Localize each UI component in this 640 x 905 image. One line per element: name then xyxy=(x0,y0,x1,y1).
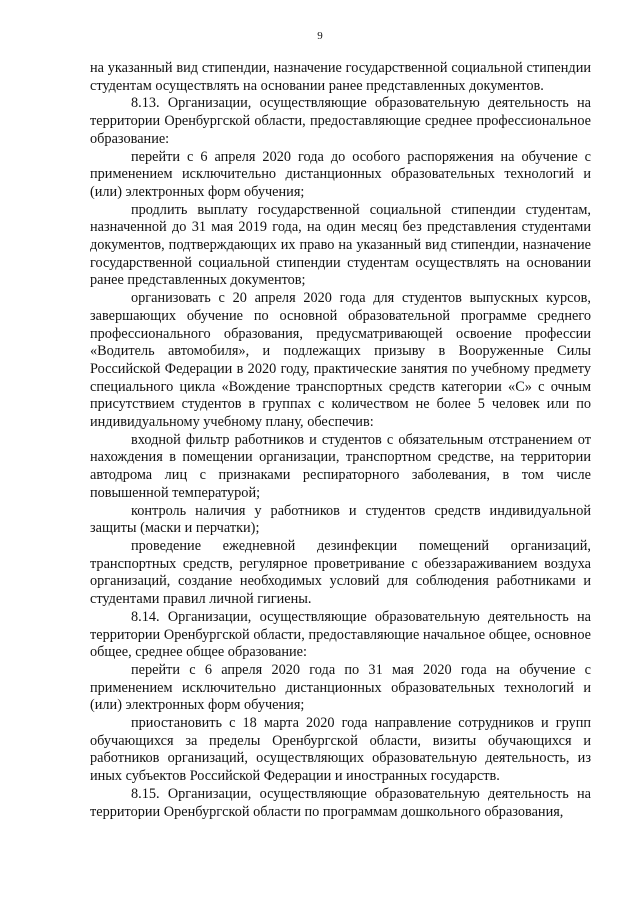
paragraph-ppe-control: контроль наличия у работников и студентов средств индивидуальной защиты (маски и перчатки); xyxy=(90,502,591,537)
paragraph-disinfection: проведение ежедневной дезинфекции помещений организаций, транспортных средств, регулярное проветривание с обеззараживанием воздуха организаций, создание необходимых условий для соблюдения работниками и студентами правил личной гигиены. xyxy=(90,537,591,608)
document-body xyxy=(90,60,591,821)
paragraph-distance-learning-school: перейти с 6 апреля 2020 года по 31 мая 2020 года на обучение с применением исключительно дистанционных образовательных технологий и (или) электронных форм обучения; xyxy=(90,661,591,714)
page-number: 9 xyxy=(317,30,323,42)
paragraph-clause-8-13: 8.13. Организации, осуществляющие образовательную деятельность на территории Оренбургской области, предоставляющие среднее профессиональное образование: xyxy=(90,95,591,147)
paragraph-entry-filter: входной фильтр работников и студентов с обязательным отстранением от нахождения в помещении организации, транспортном средстве, на территории автодрома лиц с признаками респираторного заболевания, в том числе повышенной температурой; xyxy=(90,431,591,501)
paragraph-clause-8-14: 8.14. Организации, осуществляющие образовательную деятельность на территории Оренбургской области, предоставляющие начальное общее, основное общее, среднее общее образование: xyxy=(90,608,591,661)
paragraph-driving-classes: организовать с 20 апреля 2020 года для студентов выпускных курсов, завершающих обучение по основной образовательной программе среднего профессионального образования, предусматривающей освоение профессии «Водитель автомобиля», и подлежащих призыву в Вооруженные Силы Российской Федерации в 2020 году, практические занятия по учебному предмету специального цикла «Вождение транспортных средств категории «С» с очным присутствием студентов в группах с количеством не более 5 человек или по индивидуальному учебному плану, обеспечив: xyxy=(90,290,591,431)
paragraph-clause-8-15: 8.15. Организации, осуществляющие образовательную деятельность на территории Оренбургской области по программам дошкольного образования, xyxy=(90,785,591,820)
paragraph-distance-learning-spo: перейти с 6 апреля 2020 года до особого распоряжения на обучение с применением исключительно дистанционных образовательных технологий и (или) электронных форм обучения; xyxy=(90,148,591,200)
paragraph-scholarship-extension: продлить выплату государственной социальной стипендии студентам, назначенной до 31 мая 2019 года, на один месяц без представления студентами документов, подтверждающих их право на указанный вид стипендии, назначение государственной социальной стипендии студентам осуществлять на основании ранее представленных документов; xyxy=(90,201,591,289)
paragraph-travel-suspension: приостановить с 18 марта 2020 года направление сотрудников и групп обучающихся за пределы Оренбургской области, визиты обучающихся и работников организаций, осуществляющих образовательную деятельность, из иных субъектов Российской Федерации и иностранных государств. xyxy=(90,715,591,785)
paragraph-continuation: на указанный вид стипендии, назначение государственной социальной стипендии студентам осуществлять на основании ранее представленных документов. xyxy=(90,60,591,94)
